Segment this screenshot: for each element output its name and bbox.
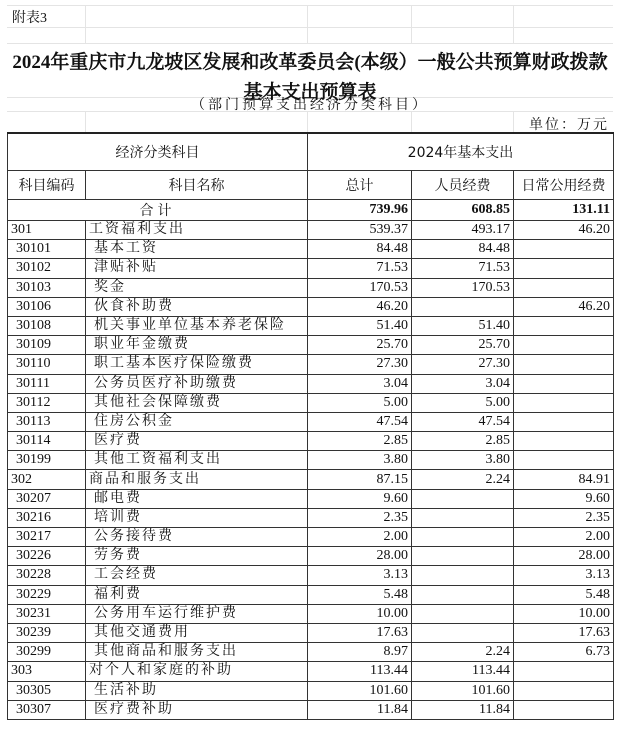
- cell-name: 住房公积金: [86, 412, 308, 431]
- table-row: [8, 585, 614, 604]
- cell-public: 28.00: [514, 547, 614, 566]
- cell-name: 劳务费: [86, 547, 308, 566]
- cell-public: [514, 316, 614, 335]
- cell-total: 539.37: [308, 221, 412, 240]
- table-row: [8, 259, 614, 278]
- cell-code: 30103: [8, 278, 86, 297]
- cell-code: 30102: [8, 259, 86, 278]
- cell-personnel: [412, 566, 514, 585]
- cell-public: [514, 451, 614, 470]
- cell-personnel: 3.80: [412, 451, 514, 470]
- cell-public: 3.13: [514, 566, 614, 585]
- page-subtitle: （部门预算支出经济分类科目）: [191, 98, 429, 113]
- total-total: 739.96: [308, 200, 412, 221]
- cell-total: 8.97: [308, 643, 412, 662]
- table-row: [8, 278, 614, 297]
- cell-personnel: 113.44: [412, 662, 514, 681]
- cell-total: 2.00: [308, 528, 412, 547]
- cell-code: 30239: [8, 623, 86, 642]
- cell-public: [514, 662, 614, 681]
- cell-code: 30231: [8, 604, 86, 623]
- table-row: [8, 528, 614, 547]
- cell-public: 46.20: [514, 221, 614, 240]
- cell-code: 30229: [8, 585, 86, 604]
- table-row: [8, 412, 614, 431]
- cell-personnel: [412, 528, 514, 547]
- cell-code: 302: [8, 470, 86, 489]
- cell-personnel: 25.70: [412, 336, 514, 355]
- cell-public: 2.00: [514, 528, 614, 547]
- cell-public: [514, 336, 614, 355]
- cell-name: 公务接待费: [86, 528, 308, 547]
- cell-total: 47.54: [308, 412, 412, 431]
- cell-code: 30113: [8, 412, 86, 431]
- cell-code: 30299: [8, 643, 86, 662]
- cell-personnel: [412, 585, 514, 604]
- table-row: [8, 547, 614, 566]
- cell-personnel: [412, 508, 514, 527]
- cell-code: 30109: [8, 336, 86, 355]
- cell-personnel: 11.84: [412, 700, 514, 719]
- cell-name: 邮电费: [86, 489, 308, 508]
- column-header-total: 总计: [308, 171, 412, 200]
- cell-name: 公务员医疗补助缴费: [86, 374, 308, 393]
- table-row: [8, 470, 614, 489]
- cell-public: 9.60: [514, 489, 614, 508]
- cell-public: [514, 700, 614, 719]
- cell-total: 11.84: [308, 700, 412, 719]
- cell-total: 51.40: [308, 316, 412, 335]
- cell-name: 工会经费: [86, 566, 308, 585]
- table-row: [8, 221, 614, 240]
- column-header-code: 科目编码: [8, 171, 86, 200]
- table-row: [8, 508, 614, 527]
- cell-personnel: 2.24: [412, 470, 514, 489]
- cell-personnel: 493.17: [412, 221, 514, 240]
- cell-personnel: 47.54: [412, 412, 514, 431]
- cell-total: 2.85: [308, 432, 412, 451]
- cell-code: 30207: [8, 489, 86, 508]
- cell-name: 医疗费补助: [86, 700, 308, 719]
- total-row: [8, 200, 614, 221]
- cell-name: 公务用车运行维护费: [86, 604, 308, 623]
- table-row: [8, 489, 614, 508]
- cell-personnel: [412, 623, 514, 642]
- cell-personnel: 84.48: [412, 240, 514, 259]
- cell-code: 30108: [8, 316, 86, 335]
- cell-code: 30305: [8, 681, 86, 700]
- cell-personnel: [412, 297, 514, 316]
- cell-personnel: 3.04: [412, 374, 514, 393]
- cell-personnel: [412, 547, 514, 566]
- table-row: [8, 604, 614, 623]
- table-row: [8, 374, 614, 393]
- attachment-label: 附表3: [12, 11, 47, 26]
- table-row: [8, 336, 614, 355]
- cell-code: 301: [8, 221, 86, 240]
- cell-public: 17.63: [514, 623, 614, 642]
- cell-total: 46.20: [308, 297, 412, 316]
- cell-total: 5.48: [308, 585, 412, 604]
- cell-code: 30110: [8, 355, 86, 374]
- cell-total: 71.53: [308, 259, 412, 278]
- table-row: [8, 662, 614, 681]
- cell-name: 基本工资: [86, 240, 308, 259]
- cell-personnel: 170.53: [412, 278, 514, 297]
- cell-public: [514, 393, 614, 412]
- cell-name: 医疗费: [86, 432, 308, 451]
- cell-total: 5.00: [308, 393, 412, 412]
- table-row: [8, 700, 614, 719]
- cell-public: 46.20: [514, 297, 614, 316]
- table-row: [8, 566, 614, 585]
- table-row: [8, 451, 614, 470]
- cell-code: 30217: [8, 528, 86, 547]
- cell-total: 27.30: [308, 355, 412, 374]
- cell-total: 3.13: [308, 566, 412, 585]
- cell-public: 10.00: [514, 604, 614, 623]
- table-row: [8, 355, 614, 374]
- cell-total: 9.60: [308, 489, 412, 508]
- cell-total: 113.44: [308, 662, 412, 681]
- cell-name: 津贴补贴: [86, 259, 308, 278]
- cell-public: [514, 240, 614, 259]
- cell-total: 101.60: [308, 681, 412, 700]
- column-header-personnel: 人员经费: [412, 171, 514, 200]
- group-header-economic-classification: 经济分类科目: [8, 133, 308, 171]
- cell-public: [514, 278, 614, 297]
- cell-name: 奖金: [86, 278, 308, 297]
- table-row: [8, 643, 614, 662]
- cell-public: [514, 259, 614, 278]
- table-row: [8, 393, 614, 412]
- table-row: [8, 297, 614, 316]
- cell-code: 30111: [8, 374, 86, 393]
- cell-personnel: 101.60: [412, 681, 514, 700]
- cell-name: 对个人和家庭的补助: [86, 662, 308, 681]
- table-row: [8, 240, 614, 259]
- total-label: 合计: [8, 200, 308, 221]
- cell-name: 职工基本医疗保险缴费: [86, 355, 308, 374]
- cell-personnel: [412, 604, 514, 623]
- cell-code: 30228: [8, 566, 86, 585]
- cell-total: 17.63: [308, 623, 412, 642]
- cell-name: 其他社会保障缴费: [86, 393, 308, 412]
- table-row: [8, 432, 614, 451]
- cell-code: 30106: [8, 297, 86, 316]
- cell-personnel: 2.24: [412, 643, 514, 662]
- total-personnel: 608.85: [412, 200, 514, 221]
- unit-label: 单位：万元: [529, 118, 609, 133]
- cell-name: 伙食补助费: [86, 297, 308, 316]
- cell-name: 其他工资福利支出: [86, 451, 308, 470]
- cell-name: 培训费: [86, 508, 308, 527]
- cell-public: 84.91: [514, 470, 614, 489]
- cell-personnel: 71.53: [412, 259, 514, 278]
- column-header-public: 日常公用经费: [514, 171, 614, 200]
- cell-public: [514, 374, 614, 393]
- cell-personnel: 2.85: [412, 432, 514, 451]
- cell-total: 28.00: [308, 547, 412, 566]
- column-header-row: [8, 171, 614, 200]
- group-header-row: [8, 133, 614, 171]
- cell-public: 5.48: [514, 585, 614, 604]
- cell-total: 3.80: [308, 451, 412, 470]
- cell-code: 30114: [8, 432, 86, 451]
- cell-personnel: 27.30: [412, 355, 514, 374]
- cell-personnel: 5.00: [412, 393, 514, 412]
- cell-name: 职业年金缴费: [86, 336, 308, 355]
- cell-total: 2.35: [308, 508, 412, 527]
- budget-table: [7, 132, 614, 720]
- cell-name: 工资福利支出: [86, 221, 308, 240]
- cell-public: [514, 355, 614, 374]
- cell-code: 30101: [8, 240, 86, 259]
- group-header-basic-expenditure: 2024年基本支出: [308, 133, 614, 171]
- page-title: 2024年重庆市九龙坡区发展和改革委员会(本级）一般公共预算财政拨款基本支出预算表: [12, 52, 608, 103]
- cell-public: 2.35: [514, 508, 614, 527]
- cell-public: [514, 681, 614, 700]
- cell-code: 30216: [8, 508, 86, 527]
- cell-total: 3.04: [308, 374, 412, 393]
- cell-code: 30112: [8, 393, 86, 412]
- table-row: [8, 316, 614, 335]
- cell-name: 其他商品和服务支出: [86, 643, 308, 662]
- cell-code: 30199: [8, 451, 86, 470]
- table-row: [8, 681, 614, 700]
- cell-name: 商品和服务支出: [86, 470, 308, 489]
- cell-public: [514, 412, 614, 431]
- cell-total: 84.48: [308, 240, 412, 259]
- cell-name: 机关事业单位基本养老保险: [86, 316, 308, 335]
- cell-personnel: [412, 489, 514, 508]
- cell-public: [514, 432, 614, 451]
- cell-personnel: 51.40: [412, 316, 514, 335]
- cell-public: 6.73: [514, 643, 614, 662]
- total-public: 131.11: [514, 200, 614, 221]
- cell-total: 87.15: [308, 470, 412, 489]
- cell-code: 30307: [8, 700, 86, 719]
- cell-name: 生活补助: [86, 681, 308, 700]
- column-header-name: 科目名称: [86, 171, 308, 200]
- cell-total: 10.00: [308, 604, 412, 623]
- cell-name: 福利费: [86, 585, 308, 604]
- cell-name: 其他交通费用: [86, 623, 308, 642]
- cell-total: 25.70: [308, 336, 412, 355]
- cell-code: 303: [8, 662, 86, 681]
- cell-total: 170.53: [308, 278, 412, 297]
- table-row: [8, 623, 614, 642]
- cell-code: 30226: [8, 547, 86, 566]
